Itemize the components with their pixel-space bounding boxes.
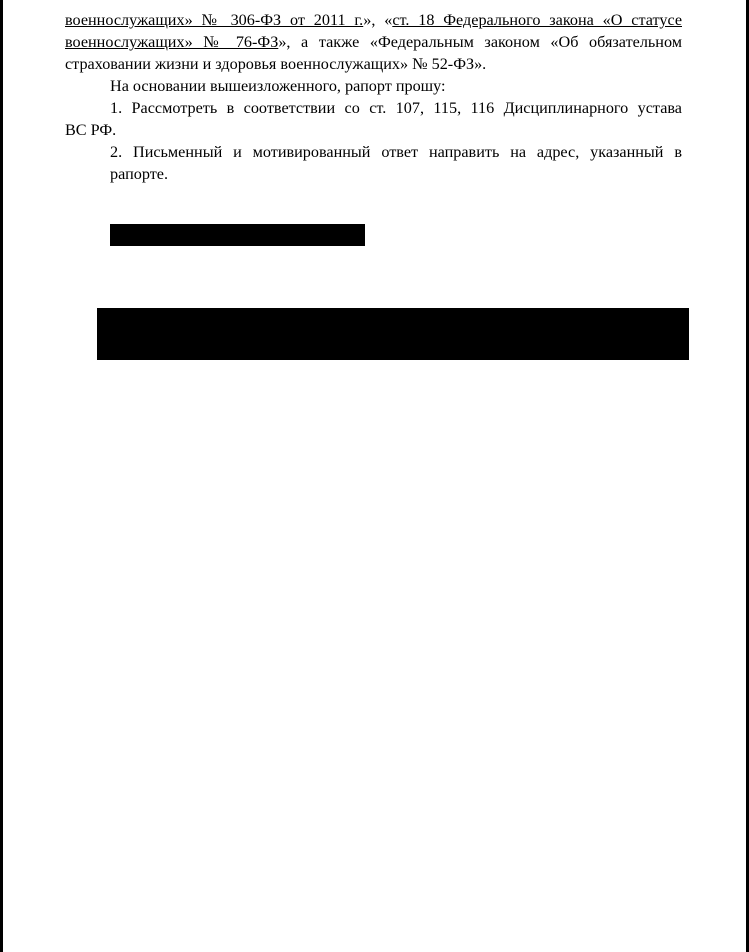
paragraph-line-2 [65, 31, 682, 53]
law-reference-306: военнослужащих» № 306-ФЗ от 2011 г. [65, 11, 364, 29]
request-intro: На основании вышеизложенного, рапорт прошу: [110, 77, 446, 95]
request-item-2-line-1: 2. Письменный и мотивированный ответ направить на адрес, указанный в [110, 143, 682, 161]
paragraph-line-1 [65, 9, 682, 31]
paragraph-line-3 [65, 53, 682, 75]
law-text-insurance-start: », а также «Федеральным законом «Об обязательном [278, 33, 682, 51]
request-item-1-line-2: ВС РФ. [65, 121, 117, 139]
law-reference-st18: ст. 18 Федерального закона «О статусе [392, 11, 682, 29]
law-reference-76: военнослужащих» № 76-ФЗ [65, 33, 279, 51]
redaction-bar-block [97, 308, 689, 360]
request-item-2-line-2: рапорте. [110, 165, 169, 183]
request-item-1-line-1: 1. Рассмотреть в соответствии со ст. 107, 115, 116 Дисциплинарного устава [110, 99, 682, 117]
redaction-bar-signature [110, 224, 365, 246]
law-text-insurance-end: страховании жизни и здоровья военнослужащих» № 52-ФЗ». [65, 55, 487, 73]
separator-text: », « [363, 11, 393, 29]
